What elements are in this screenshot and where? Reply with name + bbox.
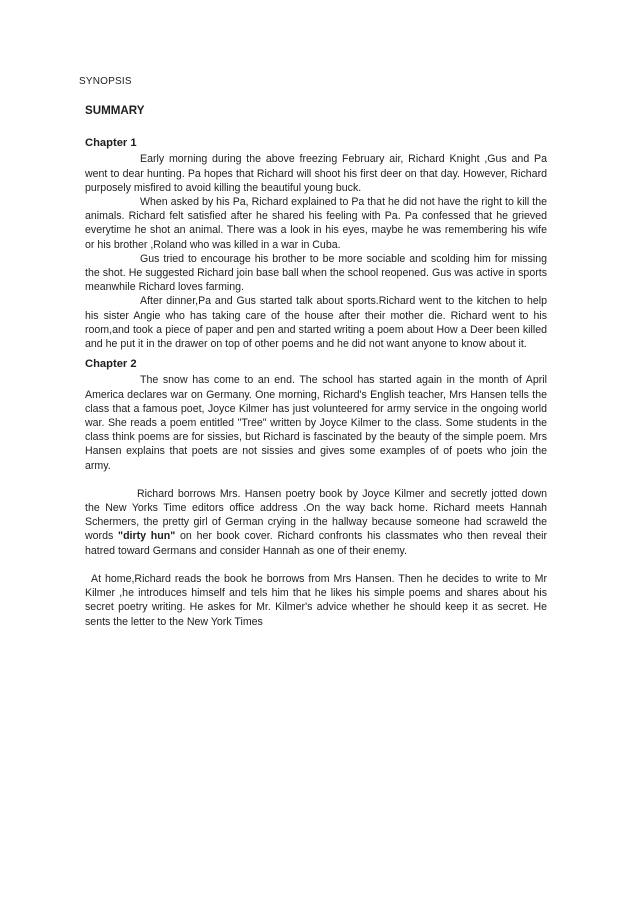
chapter-2-paragraph: The snow has come to an end. The school has started again in the month of April America declares war on Germany. One morning, Richard's English teacher, Mrs Hansen tells the class that a famous poet, Joyce Kilmer has just volunteered for army service in the ongoing world war. She reads a poem entitled "Tree" written by Joyce Kilmer to the class. Some students in the class think poems are for sissies, but Richard is fascinated by the beauty of the simple poem. Mrs Hansen explains that poets are not sissies and gives some examples of of poets who join the army. (85, 374, 547, 472)
chapter-2-paragraph (85, 487, 547, 558)
chapter-1-paragraph: Early morning during the above freezing February air, Richard Knight ,Gus and Pa went to dear hunting. Pa hopes that Richard will shoot his first deer on that day. However, Richard purposely misfired to avoid killing the beautiful young buck. (85, 153, 547, 194)
chapter-1-paragraph: When asked by his Pa, Richard explained to Pa that he did not have the right to kill the animals. Richard felt satisfied after he shared his feeling with Pa. Pa confessed that he grieved everytime he shot an animal. There was a look in his eyes, maybe he was remembering his wife or his brother ,Roland who was killed in a war in Cuba. (85, 196, 547, 251)
chapter-1-paragraph: After dinner,Pa and Gus started talk about sports.Richard went to the kitchen to help his sister Angie who has taking care of the house after their mother die. Richard went to his room,and took a piece of paper and pen and started writing a poem about How a Deer been killed and he put it in the drawer on top of other poems and he did not want anyone to know about it. (85, 295, 547, 351)
synopsis-header: SYNOPSIS (79, 76, 132, 87)
chapter-2-paragraph: At home,Richard reads the book he borrows from Mrs Hansen. Then he decides to write to Mr Kilmer ,he introduces himself and tels him that he likes his simple poems and shares about his secret poetry writing. He askes for Mr. Kilmer's advice whether he should keep it as secret. He sents the letter to the New York Times (85, 572, 547, 628)
chapter-2 (85, 357, 547, 628)
dirty-hun-phrase: "dirty hun" (118, 530, 176, 543)
chapter-2-title: Chapter 2 (85, 358, 137, 371)
chapter-1 (85, 136, 547, 351)
summary-section (85, 104, 547, 629)
chapter-1-title: Chapter 1 (85, 137, 137, 150)
chapter-2-text: on her book cover. Richard confronts his classmates who then reveal their hatred toward Germans and consider Hannah as one of their enemy. (85, 530, 548, 557)
paragraph-gap (85, 558, 547, 572)
chapter-1-paragraph: Gus tried to encourage his brother to be more sociable and scolding him for missing the shot. He suggested Richard join base ball when the school reopened. Gus was active in sports meanwhile Richard loves farming. (85, 252, 547, 294)
chapter-2-text: Richard borrows Mrs. Hansen poetry book by Joyce Kilmer and secretly jotted down the New Yorks Time editors office address .On the way back home. Richard meets Hannah Schermers, the pretty girl of German crying in the hallway because someone had scraweld the words (85, 487, 547, 543)
summary-title: SUMMARY (85, 104, 145, 117)
paragraph-gap (85, 473, 547, 487)
